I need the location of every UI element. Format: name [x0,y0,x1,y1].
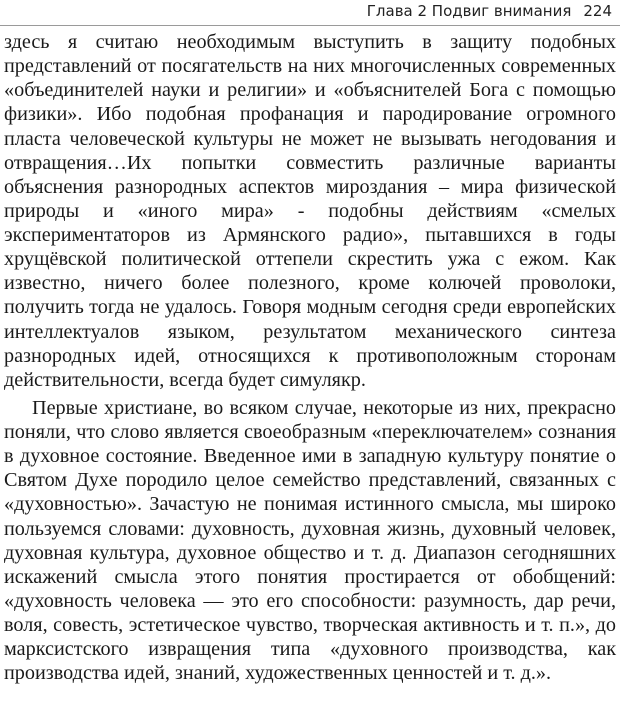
body-text [4,30,616,685]
running-header [367,0,612,24]
paragraph: Первые христиане, во всяком случае, некоторые из них, прекрасно поняли, что слово является своеобразным «переключателем» сознания в духовное состояние. Введенное ими в западную культуру понятие о Святом Духе породило целое семейство представлений, связанных с «духовностью». Зачастую не понимая истинного смысла, мы широко пользуемся словами: духовность, духовная жизнь, духовный человек, духовная культура, духовное общество и т. д. Диапазон сегодняшних искажений смысла этого понятия простирается от обобщений: «духовность человека — это его способности: разумность, дар речи, воля, совесть, эстетическое чувство, творческая активность и т. п.», до марксистского извращения типа «духовного производства, как производства идей, знаний, художественных ценностей и т. д.». [4,396,616,685]
paragraph-continued: здесь я считаю необходимым выступить в защиту подобных представлений от посягательств на них многочисленных современных «объединителей науки и религии» и «объяснителей Бога с помощью физики». Ибо подобная профанация и пародирование огромного пласта человеческой культуры не может не вызывать негодования и отвращения…Их попытки совместить различные варианты объяснения разнородных аспектов мироздания – мира физической природы и «иного мира» - подобны действиям «смелых экспериментаторов из Армянского радио», пытавшихся в годы хрущёвской политической оттепели скрестить ужа с ежом. Как известно, ничего более полезного, кроме колючей проволоки, получить тогда не удалось. Говоря модным сегодня среди европейских интеллектуалов языком, результатом механического синтеза разнородных идей, относящихся к противоположным сторонам действительности, всегда будет симулякр. [4,31,616,391]
chapter-title: Глава 2 Подвиг внимания [366,2,572,20]
page-number: 224 [583,2,612,20]
header-rule [0,25,620,26]
